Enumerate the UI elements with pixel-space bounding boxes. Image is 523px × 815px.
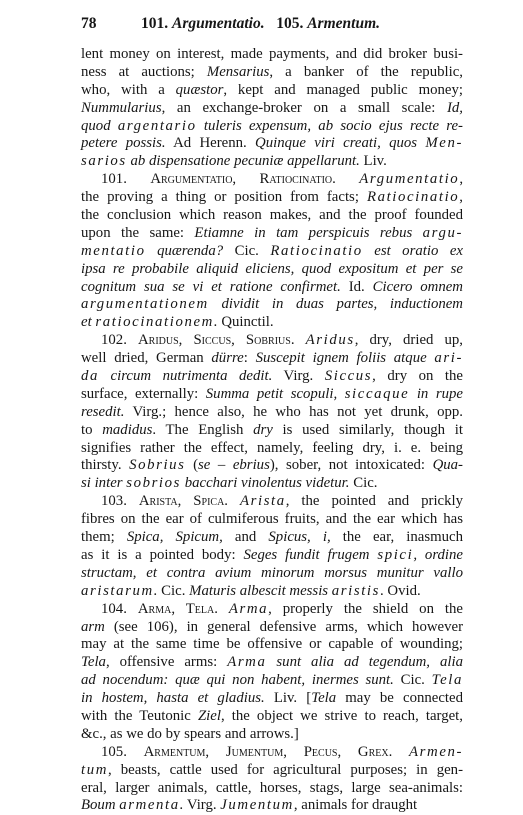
italic-text: Maturis albescit messis	[189, 582, 332, 599]
italic-text: resedit.	[81, 403, 125, 420]
italic-text: .	[179, 797, 184, 814]
text-run: , kept and managed public money;	[223, 81, 464, 98]
italic-text: da	[81, 368, 99, 385]
text-run: . The English	[152, 421, 254, 438]
text-run: surface, externally:	[81, 385, 206, 402]
text-line	[81, 64, 463, 82]
italic-text: et	[81, 314, 96, 331]
text-run: Liv.	[359, 153, 387, 170]
text-run: . Ovid.	[379, 582, 421, 599]
text-run: &c., as we do by spears and arrows.]	[81, 725, 299, 742]
italic-text: quærenda?	[145, 242, 224, 259]
header-entry-number-end: 105.	[276, 15, 304, 32]
italic-text: Spica, Spicum,	[126, 529, 223, 546]
text-line	[81, 457, 463, 475]
entry-headwords: Arma, Tela.	[137, 600, 218, 617]
text-run: thirsty.	[81, 457, 130, 474]
italic-text: ebrius	[232, 457, 270, 474]
text-line	[81, 261, 463, 279]
text-run: to	[81, 421, 103, 438]
italic-text: cognitum sua se vi et ratione confirmet.	[81, 278, 341, 295]
text-line	[81, 404, 463, 422]
italic-text: Men-	[425, 135, 463, 152]
text-line	[81, 314, 463, 332]
italic-text: ratiocinationem	[95, 314, 214, 331]
italic-text: petere possis.	[81, 135, 166, 152]
italic-text: est oratio ex	[362, 242, 463, 259]
text-run: Cic.	[223, 242, 271, 259]
italic-text: Id,	[446, 99, 463, 116]
text-line	[81, 225, 463, 243]
italic-text: Etiamne in tam perspicuis rebus	[194, 224, 423, 241]
italic-text: aristarum	[81, 582, 154, 599]
italic-text: Sobrius	[129, 457, 186, 474]
text-run: Virg.	[272, 368, 325, 385]
text-line	[81, 189, 463, 207]
text-run: , offensive arms:	[105, 654, 228, 671]
text-run: the proving a thing or position from facts;	[81, 189, 367, 206]
text-line	[81, 726, 463, 744]
text-run: (see 106), in general defensive arms, which however	[104, 618, 463, 635]
text-run: Liv. [	[264, 690, 312, 707]
italic-text: Mensarius	[206, 63, 270, 80]
italic-text: ab dispensatione pecuniæ appellarunt.	[126, 153, 360, 170]
text-run: Cic.	[157, 582, 190, 599]
text-run: is used similarly, though it	[272, 421, 463, 438]
italic-text: argumentationem	[81, 296, 209, 313]
italic-text: in hostem, hasta et gladius.	[81, 690, 265, 707]
italic-text: Tela	[431, 672, 463, 689]
text-line	[81, 654, 463, 672]
text-line	[81, 475, 463, 493]
text-line	[81, 46, 463, 64]
italic-text: armenta	[119, 797, 180, 814]
text-run: the conclusion which reason makes, and the proof founded	[81, 207, 463, 224]
running-title	[141, 14, 380, 34]
text-run: who, with a	[81, 81, 176, 98]
text-run: (	[185, 457, 199, 474]
italic-text: sobrios	[126, 475, 182, 492]
italic-text: dürre	[211, 350, 244, 367]
italic-text: ipsa re probabile aliquid eliciens, quod expositum et per se	[81, 260, 463, 277]
entry-headwords: Argumentatio, Ratiocinatio.	[150, 171, 336, 188]
text-run: –	[210, 457, 233, 474]
italic-text: in rupe	[409, 385, 463, 402]
text-run: ,	[459, 189, 463, 206]
italic-text: Qua-	[432, 457, 463, 474]
text-line	[81, 565, 463, 583]
page-number: 78	[81, 15, 97, 32]
italic-text: siccaque	[344, 385, 410, 402]
text-line	[81, 118, 463, 136]
running-header	[81, 14, 463, 34]
text-line	[81, 636, 463, 654]
text-line	[81, 135, 463, 153]
text-run: signifies rather the effect, namely, feeling dry, i. e. being	[81, 439, 463, 456]
text-run: lent money on interest, made payments, and did broker busi-	[81, 46, 463, 62]
text-run: 105.	[101, 743, 144, 760]
italic-text: .	[213, 314, 218, 331]
text-run: as it is a pointed body:	[81, 546, 244, 563]
text-run: , animals for draught	[293, 797, 418, 814]
italic-text: ari-	[434, 350, 463, 367]
text-run: :	[243, 350, 256, 367]
text-run: , an exchange-broker on a small scale:	[161, 99, 447, 116]
italic-text: Summa petit scopuli,	[205, 385, 345, 402]
italic-text: Cicero omnem	[372, 278, 463, 295]
italic-text: structam, et contra avium minorum morsus munitur vallo	[81, 564, 463, 581]
italic-text: Suscepit ignem foliis atque	[255, 350, 435, 367]
italic-text: Spicus, i,	[268, 529, 331, 546]
header-entry-word-start: Argumentatio.	[172, 15, 265, 32]
header-entry-number-start: 101.	[141, 15, 169, 32]
text-line	[81, 368, 463, 386]
italic-text: Arma	[227, 654, 267, 671]
text-run: 101.	[101, 171, 151, 188]
text-line	[81, 386, 463, 404]
text-run: Virg.; hence also, he who has not yet drunk, opp.	[124, 403, 463, 420]
text-line	[81, 207, 463, 225]
text-run	[228, 493, 240, 509]
text-line	[81, 744, 463, 762]
text-run	[295, 332, 306, 348]
text-run: upon the same:	[81, 224, 195, 241]
italic-text: se	[198, 457, 211, 474]
header-entry-word-end: Armentum.	[307, 15, 381, 32]
page-body-text	[81, 46, 463, 815]
text-line	[81, 511, 463, 529]
italic-text: Boum	[81, 797, 120, 814]
text-run: , beasts, cattle used for agricultural purposes; in gen-	[108, 761, 463, 778]
text-run: ,	[459, 171, 464, 188]
text-run: eral, larger animals, cattle, horses, stags, large sea-animals:	[81, 779, 463, 796]
text-line	[81, 153, 463, 171]
text-run: , a banker of the republic,	[269, 63, 463, 80]
text-run: , dry, dried up,	[354, 332, 464, 349]
text-run	[218, 601, 229, 617]
italic-text: Ratiocinatio	[366, 189, 460, 206]
text-run: , the pointed and prickly	[285, 493, 464, 510]
text-line	[81, 332, 463, 350]
italic-text: argentario	[117, 117, 197, 134]
text-run: Id.	[340, 278, 373, 295]
text-line	[81, 708, 463, 726]
text-run: may be connected	[336, 690, 463, 707]
italic-text: Tela	[311, 690, 337, 707]
text-line	[81, 780, 463, 798]
text-run: 104.	[101, 600, 138, 617]
italic-text: tum	[81, 761, 108, 778]
italic-text: Tela	[81, 654, 106, 671]
text-line	[81, 171, 463, 189]
italic-text: Armen-	[409, 743, 464, 760]
text-run: , properly the shield on the	[268, 600, 464, 617]
italic-text: quæstor	[175, 81, 224, 98]
text-run: Quinctil.	[217, 314, 274, 331]
text-line	[81, 797, 463, 815]
text-run: Cic.	[349, 475, 378, 492]
italic-text: .	[153, 582, 158, 599]
text-run: may at the same time be offensive or capable of wounding;	[81, 636, 463, 653]
text-run	[392, 744, 409, 760]
italic-text: mentatio	[81, 242, 146, 259]
text-line	[81, 690, 463, 708]
text-run: fibres on the ear of culmiferous fruits, and the ear which has	[81, 511, 463, 528]
italic-text: Siccus	[324, 368, 373, 385]
italic-text: Nummularius	[81, 99, 162, 116]
text-line	[81, 601, 463, 619]
italic-text: ad nocendum: quæ qui non habent, inermes sunt.	[81, 672, 394, 689]
text-run: Cic.	[393, 672, 432, 689]
italic-text: Seges fundit frugem	[243, 546, 378, 563]
italic-text: spici	[377, 546, 414, 563]
text-run: the ear, inasmuch	[330, 529, 463, 546]
text-run: them;	[81, 529, 127, 546]
italic-text: si inter	[81, 475, 127, 492]
text-line	[81, 440, 463, 458]
text-run: ), sober, not intoxicated:	[269, 457, 433, 474]
italic-text: Ratiocinatio	[270, 242, 363, 259]
text-run: 102.	[101, 332, 138, 349]
italic-text: bacchari vinolentus videtur.	[181, 475, 350, 492]
italic-text: arm	[81, 618, 105, 635]
text-line	[81, 762, 463, 780]
entry-headwords: Arista, Spica.	[138, 493, 229, 510]
text-line	[81, 100, 463, 118]
text-run	[336, 171, 359, 187]
text-run: Virg.	[183, 797, 221, 814]
text-line	[81, 350, 463, 368]
text-line	[81, 583, 463, 601]
text-line	[81, 619, 463, 637]
italic-text: dry	[253, 421, 273, 438]
text-line	[81, 296, 463, 314]
text-run: 103.	[101, 493, 139, 510]
text-line	[81, 82, 463, 100]
italic-text: Argumentatio	[359, 171, 460, 188]
italic-text: Arista	[239, 493, 286, 510]
italic-text: tuleris expensum, ab socio ejus recte re-	[196, 117, 463, 134]
italic-text: madidus	[102, 421, 153, 438]
italic-text: Ziel	[197, 707, 221, 724]
text-line	[81, 279, 463, 297]
text-line	[81, 547, 463, 565]
text-line	[81, 422, 463, 440]
italic-text: Jumentum	[220, 797, 294, 814]
text-run: , dry on the	[372, 368, 463, 385]
entry-headwords: Aridus, Siccus, Sobrius.	[137, 332, 295, 349]
text-line	[81, 243, 463, 261]
text-run: , the object we strive to reach, target,	[220, 707, 463, 724]
italic-text: Aridus	[305, 332, 355, 349]
text-run: Ad Herenn.	[165, 135, 256, 152]
text-line	[81, 493, 463, 511]
text-run: and	[222, 529, 269, 546]
italic-text: , ordine	[413, 546, 463, 563]
text-run: with the Teutonic	[81, 707, 198, 724]
italic-text: sunt alia ad tegendum, alia	[266, 654, 463, 671]
text-line	[81, 672, 463, 690]
italic-text: Arma	[228, 600, 269, 617]
italic-text: dividit in duas partes, inductionem	[208, 296, 463, 313]
italic-text: aristis	[331, 582, 380, 599]
italic-text: sarios	[81, 153, 127, 170]
italic-text: circum nutrimenta dedit.	[99, 368, 273, 385]
text-line	[81, 529, 463, 547]
text-run: well dried, German	[81, 350, 212, 367]
italic-text: quod	[81, 117, 118, 134]
text-run: ness at auctions;	[81, 63, 207, 80]
italic-text: Quinque viri creati, quos	[255, 135, 426, 152]
italic-text: argu-	[422, 224, 463, 241]
entry-headwords: Armentum, Jumentum, Pecus, Grex.	[143, 743, 393, 760]
